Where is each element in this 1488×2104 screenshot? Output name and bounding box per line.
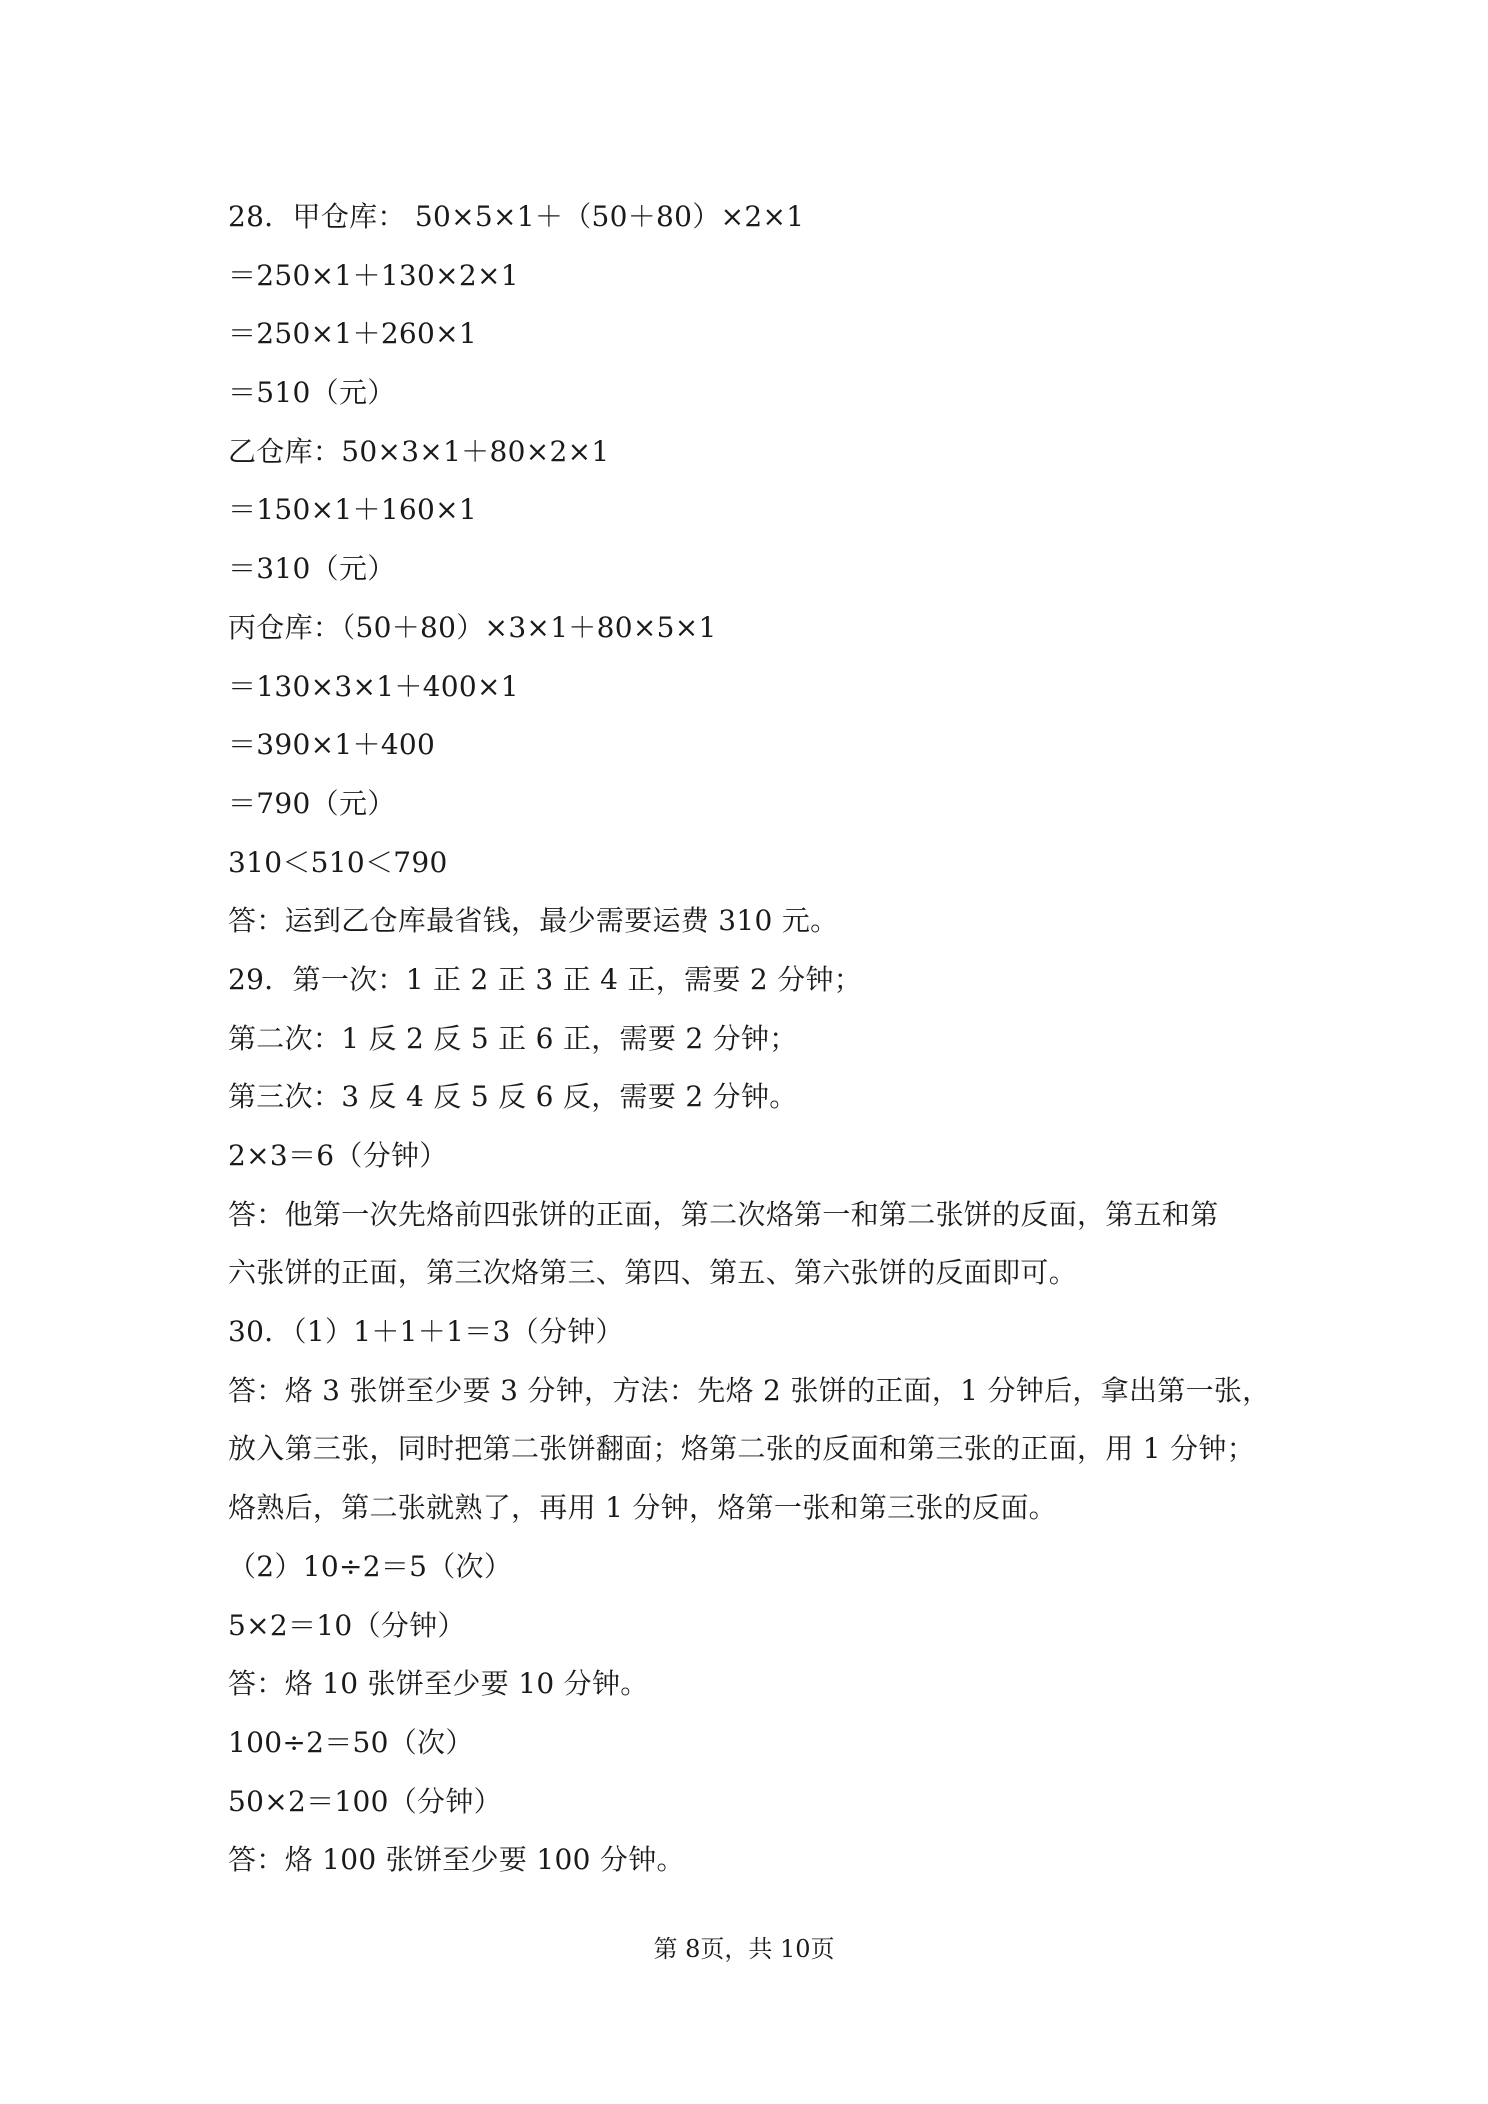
answer-line: 乙仓库：50×3×1＋80×2×1	[228, 434, 610, 468]
answer-line: 50×2＝100（分钟）	[228, 1784, 502, 1818]
answer-line: 六张饼的正面，第三次烙第三、第四、第五、第六张饼的反面即可。	[228, 1256, 1078, 1290]
answer-line: ＝250×1＋130×2×1	[228, 258, 519, 292]
answer-line: （2）10÷2＝5（次）	[228, 1549, 513, 1583]
answer-line: ＝310（元）	[228, 552, 396, 586]
answer-line: 2×3＝6（分钟）	[228, 1139, 448, 1172]
answer-line: 答：烙 10 张饼至少要 10 分钟。	[228, 1667, 649, 1701]
answer-line: ＝150×1＋160×1	[228, 493, 478, 527]
answer-line: 放入第三张，同时把第二张饼翻面；烙第二张的反面和第三张的正面，用 1 分钟；	[228, 1432, 1256, 1466]
answer-line: ＝250×1＋260×1	[228, 317, 478, 351]
answer-line: ＝130×3×1＋400×1	[228, 669, 519, 703]
answer-line: 30．（1）1＋1＋1＝3（分钟）	[228, 1315, 624, 1349]
answer-line: 29．第一次：1 正 2 正 3 正 4 正，需要 2 分钟；	[228, 962, 863, 996]
answer-line: 100÷2＝50（次）	[228, 1725, 474, 1759]
answer-line: ＝390×1＋400	[228, 728, 436, 762]
answer-line: 5×2＝10（分钟）	[228, 1608, 466, 1642]
answer-line: 310＜510＜790	[228, 845, 448, 879]
answer-line: 答：运到乙仓库最省钱，最少需要运费 310 元。	[228, 904, 839, 938]
answer-line: ＝510（元）	[228, 376, 396, 410]
answer-line: 第二次：1 反 2 反 5 正 6 正，需要 2 分钟；	[228, 1021, 798, 1055]
answer-line: 第三次：3 反 4 反 5 反 6 反，需要 2 分钟。	[228, 1080, 798, 1114]
answer-line: 28．甲仓库： 50×5×1＋（50＋80）×2×1	[228, 200, 805, 233]
answer-line: 答：他第一次先烙前四张饼的正面，第二次烙第一和第二张饼的反面，第五和第	[228, 1197, 1219, 1231]
answer-line: 烙熟后，第二张就熟了，再用 1 分钟，烙第一张和第三张的反面。	[228, 1491, 1057, 1525]
page-footer: 第 8页，共 10页	[653, 1935, 835, 1963]
answer-line: 丙仓库：（50＋80）×3×1＋80×5×1	[228, 610, 717, 644]
answer-line: 答：烙 3 张饼至少要 3 分钟，方法：先烙 2 张饼的正面，1 分钟后，拿出第一张，	[228, 1373, 1271, 1407]
document-body	[228, 188, 1278, 1890]
answer-line: 答：烙 100 张饼至少要 100 分钟。	[228, 1843, 685, 1877]
answer-line: ＝790（元）	[228, 786, 396, 820]
